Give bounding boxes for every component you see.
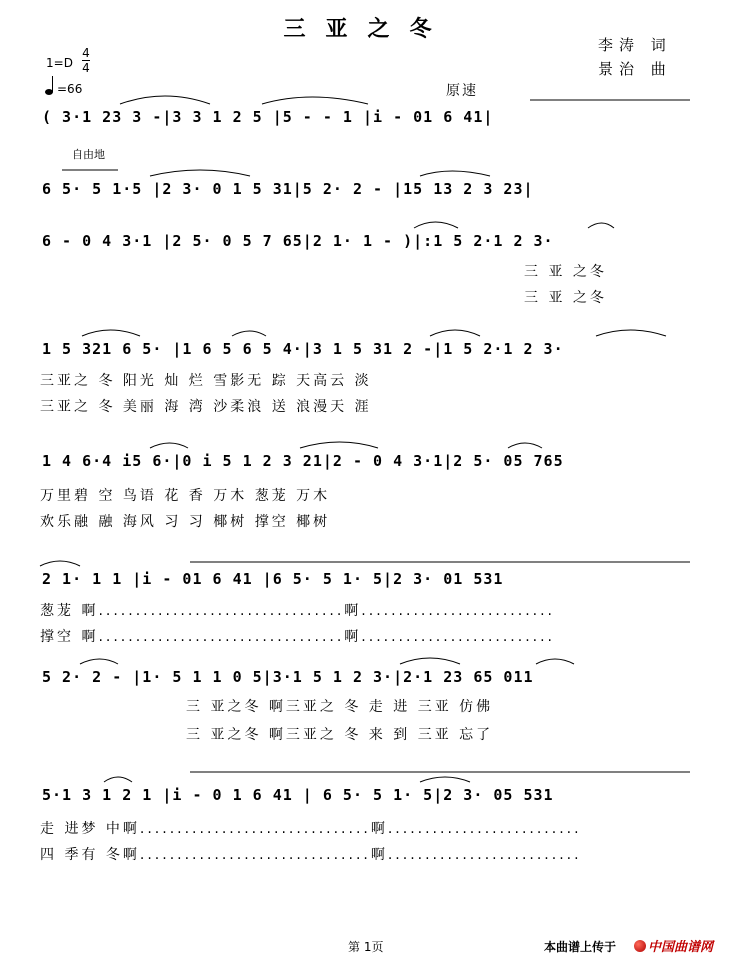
score-row-6: 2 1· 1 1 |i - 01 6 41 |6 5· 5 1· 5|2 3· 01 531 (42, 570, 504, 588)
lyric-row-5-verse-2: 欢乐融 融 海风 习 习 椰树 撑空 椰树 (40, 514, 331, 530)
logo-icon (634, 940, 646, 952)
score-row-8: 5·1 3 1 2 1 |i - 0 1 6 41 | 6 5· 5 1· 5|2 3· 05 531 (42, 786, 554, 804)
lyric-row-3-verse-1: 三 亚 之冬 (524, 264, 607, 280)
score-row-5: 1 4 6·4 i5 6·|0 i 5 1 2 3 21|2 - 0 4 3·1|2 5· 05 765 (42, 452, 564, 470)
composer-credit: 景治 曲 (598, 60, 672, 78)
lyric-row-7-verse-2: 三 亚之冬 啊三亚之 冬 来 到 三亚 忘了 (186, 727, 494, 743)
score-row-3: 6 - 0 4 3·1 |2 5· 0 5 7 65|2 1· 1 - )|:1 5 2·1 2 3· (42, 232, 554, 250)
lyric-row-6-verse-2: 撑空 啊.................................啊.......................... (40, 629, 556, 645)
time-signature-bottom: 4 (82, 61, 90, 75)
song-title: 三亚之冬 (283, 17, 452, 42)
score-row-7: 5 2· 2 - |1· 5 1 1 0 5|3·1 5 1 2 3·|2·1 23 65 011 (42, 668, 534, 686)
page-number: 第 1页 (348, 940, 384, 954)
lyric-row-3-verse-2: 三 亚 之冬 (524, 290, 607, 306)
time-signature-top: 4 (82, 46, 90, 60)
score-row-1: ( 3·1 23 3 -|3 3 1 2 5 |5 - - 1 |i - 01 6 41| (42, 108, 494, 126)
lyric-row-6-verse-1: 葱茏 啊.................................啊.......................... (40, 603, 556, 619)
lyric-row-8-verse-2: 四 季有 冬啊...............................啊.......................... (40, 847, 582, 863)
tempo-value: =66 (57, 82, 83, 96)
lyric-row-5-verse-1: 万里碧 空 鸟语 花 香 万木 葱茏 万木 (40, 488, 331, 504)
lyric-row-4-verse-2: 三亚之 冬 美丽 海 湾 沙柔浪 送 浪漫天 涯 (40, 399, 372, 415)
score-row-4: 1 5 321 6 5· |1 6 5 6 5 4·|3 1 5 31 2 -|1 5 2·1 2 3· (42, 340, 564, 358)
key-signature: 1=D (46, 56, 73, 70)
site-logo[interactable] (634, 936, 713, 955)
lyricist-credit: 李涛 词 (598, 36, 672, 54)
upload-notice: 本曲谱上传于 (544, 940, 617, 954)
site-name: 中国曲谱网 (648, 940, 714, 955)
lyric-row-8-verse-1: 走 进梦 中啊...............................啊.......................... (40, 821, 582, 837)
free-tempo-marking: 自由地 (72, 148, 105, 161)
tempo-marking: 原速 (446, 83, 478, 99)
lyric-row-4-verse-1: 三亚之 冬 阳光 灿 烂 雪影无 踪 天高云 淡 (40, 373, 372, 389)
score-row-2: 6 5· 5 1·5 |2 3· 0 1 5 31|5 2· 2 - |15 13 2 3 23| (42, 180, 534, 198)
lyric-row-7-verse-1: 三 亚之冬 啊三亚之 冬 走 进 三亚 仿佛 (186, 699, 494, 715)
